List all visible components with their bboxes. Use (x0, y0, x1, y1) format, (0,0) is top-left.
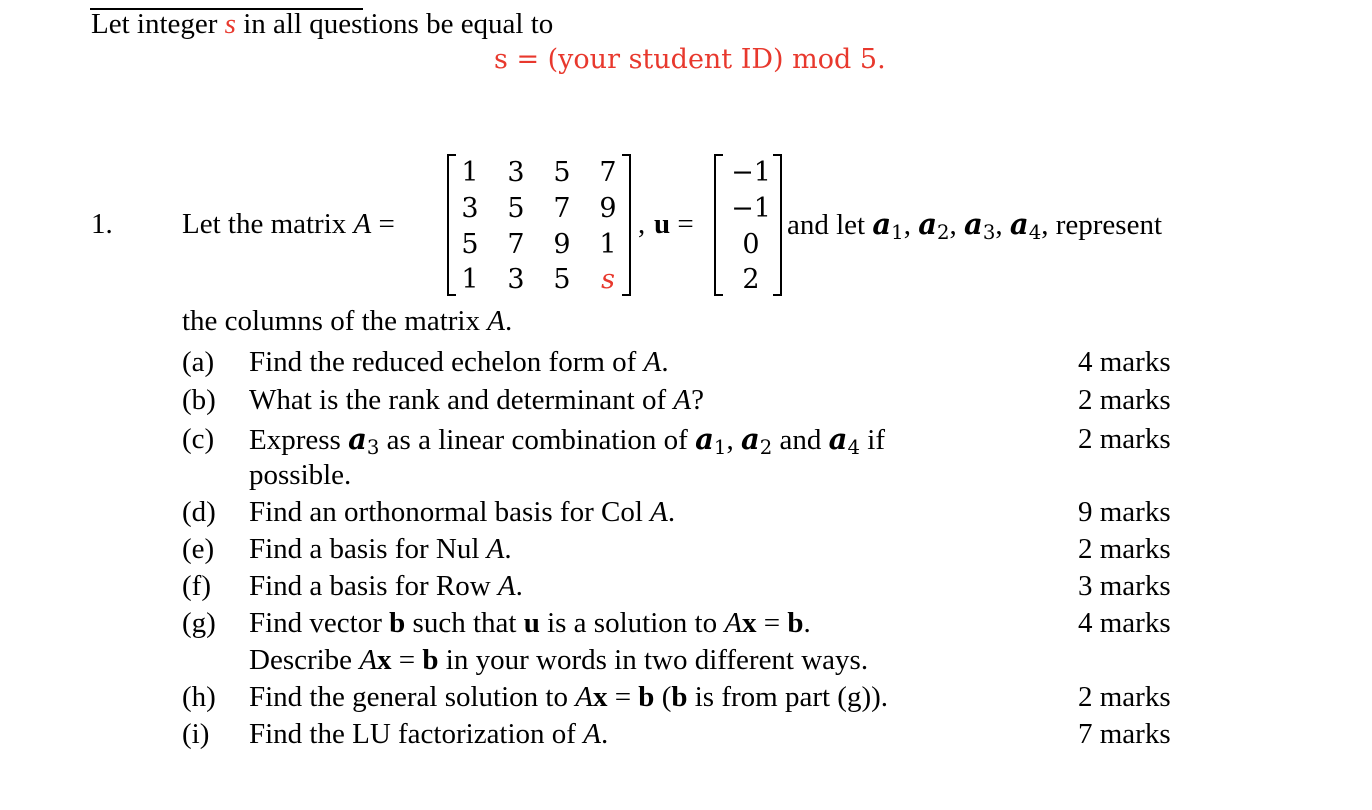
matrix-a-cell: s (601, 264, 615, 295)
matrix-a-cell: 7 (507, 229, 525, 260)
marks-e: 2 marks (1078, 533, 1171, 565)
marks-h: 2 marks (1078, 681, 1171, 713)
matrix-a-cell: 3 (507, 264, 525, 295)
matrix-a-cell: 3 (461, 193, 479, 224)
u-intro: u = (654, 208, 694, 240)
marks-b: 2 marks (1078, 384, 1171, 416)
matrix-intro: Let the matrix A = (182, 208, 395, 240)
intro-line: Let integer s in all questions be equal to (91, 8, 554, 40)
matrix-a-cell: 7 (553, 193, 571, 224)
vector-u-entry: 2 (742, 264, 760, 295)
matrix-a-cell: 3 (507, 157, 525, 188)
vector-u-entry: −1 (731, 193, 771, 224)
marks-c: 2 marks (1078, 423, 1171, 455)
question-number: 1. (91, 208, 113, 240)
marks-i: 7 marks (1078, 718, 1171, 750)
marks-g: 4 marks (1078, 607, 1171, 639)
matrix-a-cell: 1 (461, 157, 479, 188)
matrix-a-cell: 1 (599, 229, 617, 260)
columns-intro: and let $a_1$, $a_2$, $a_3$, $a_4$, represent (787, 207, 1163, 244)
s-symbol: s (224, 8, 236, 40)
columns-line: the columns of the matrix A. (182, 305, 513, 337)
vector-u-entry: 0 (742, 229, 760, 260)
matrix-a-cell: 7 (599, 157, 617, 188)
marks-a: 4 marks (1078, 346, 1171, 378)
matrix-a-cell: 5 (461, 229, 479, 260)
matrix-a-cell: 5 (553, 264, 571, 295)
matrix-a-cell: 1 (461, 264, 479, 295)
matrix-a-cell: 9 (599, 193, 617, 224)
vector-u-entry: −1 (731, 157, 771, 188)
matrix-a-cell: 9 (553, 229, 571, 260)
s-definition: s = (your student ID) mod 5. (494, 44, 886, 75)
matrix-a-cell: 5 (553, 157, 571, 188)
matrix-A (447, 154, 631, 296)
matrix-a-cell: 5 (507, 193, 525, 224)
marks-d: 9 marks (1078, 496, 1171, 528)
marks-f: 3 marks (1078, 570, 1171, 602)
vector-u (714, 154, 782, 296)
comma: , (638, 208, 646, 240)
